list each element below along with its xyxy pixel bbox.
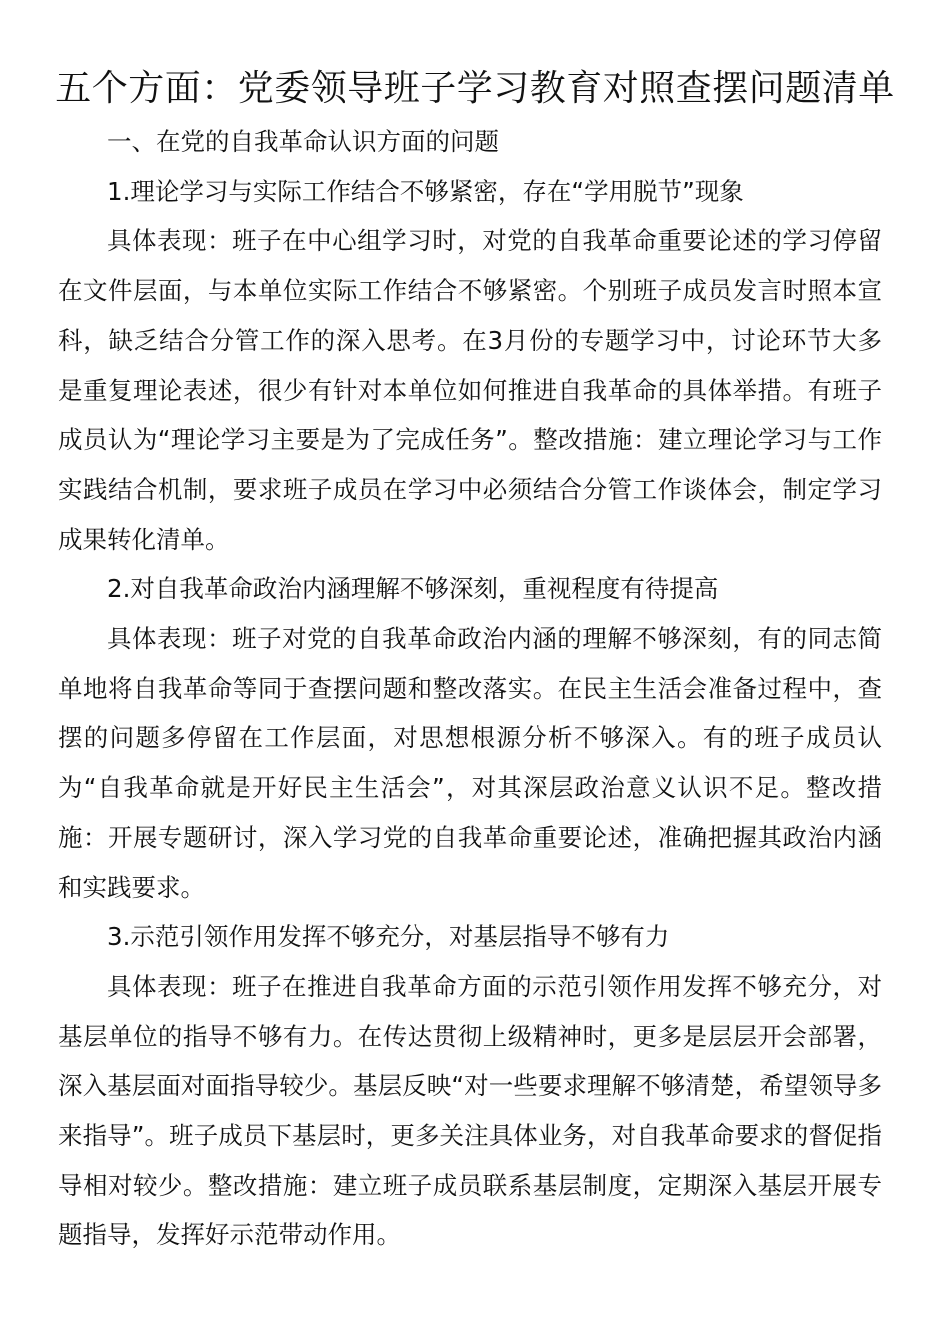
section-heading: 一、在党的自我革命认识方面的问题	[107, 127, 499, 156]
item-body-1: 具体表现：班子在中心组学习时，对党的自我革命重要论述的学习停留在文件层面，与本单位实际工作结合不够紧密。个别班子成员发言时照本宣科，缺乏结合分管工作的深入思考。在3月份的专题学习中，讨论环节大多是重复理论表述，很少有针对本单位如何推进自我革命的具体举措。有班子成员认为“理论学习主要是为了完成任务”。整改措施：建立理论学习与工作实践结合机制，要求班子成员在学习中必须结合分管工作谈体会，制定学习成果转化清单。	[58, 226, 882, 554]
document-body	[58, 117, 882, 1260]
document-title: 五个方面：党委领导班子学习教育对照查摆问题清单	[55, 68, 895, 109]
item-heading-2: 2.对自我革命政治内涵理解不够深刻，重视程度有待提高	[107, 574, 719, 604]
item-heading-3: 3.示范引领作用发挥不够充分，对基层指导不够有力	[107, 922, 670, 952]
item-body-2: 具体表现：班子对党的自我革命政治内涵的理解不够深刻，有的同志简单地将自我革命等同于查摆问题和整改落实。在民主生活会准备过程中，查摆的问题多停留在工作层面，对思想根源分析不够深入。有的班子成员认为“自我革命就是开好民主生活会”，对其深层政治意义认识不足。整改措施：开展专题研讨，深入学习党的自我革命重要论述，准确把握其政治内涵和实践要求。	[58, 624, 882, 902]
item-body-3: 具体表现：班子在推进自我革命方面的示范引领作用发挥不够充分，对基层单位的指导不够有力。在传达贯彻上级精神时，更多是层层开会部署，深入基层面对面指导较少。基层反映“对一些要求理解不够清楚，希望领导多来指导”。班子成员下基层时，更多关注具体业务，对自我革命要求的督促指导相对较少。整改措施：建立班子成员联系基层制度，定期深入基层开展专题指导，发挥好示范带动作用。	[58, 971, 882, 1250]
item-heading-1: 1.理论学习与实际工作结合不够紧密，存在“学用脱节”现象	[107, 176, 744, 206]
